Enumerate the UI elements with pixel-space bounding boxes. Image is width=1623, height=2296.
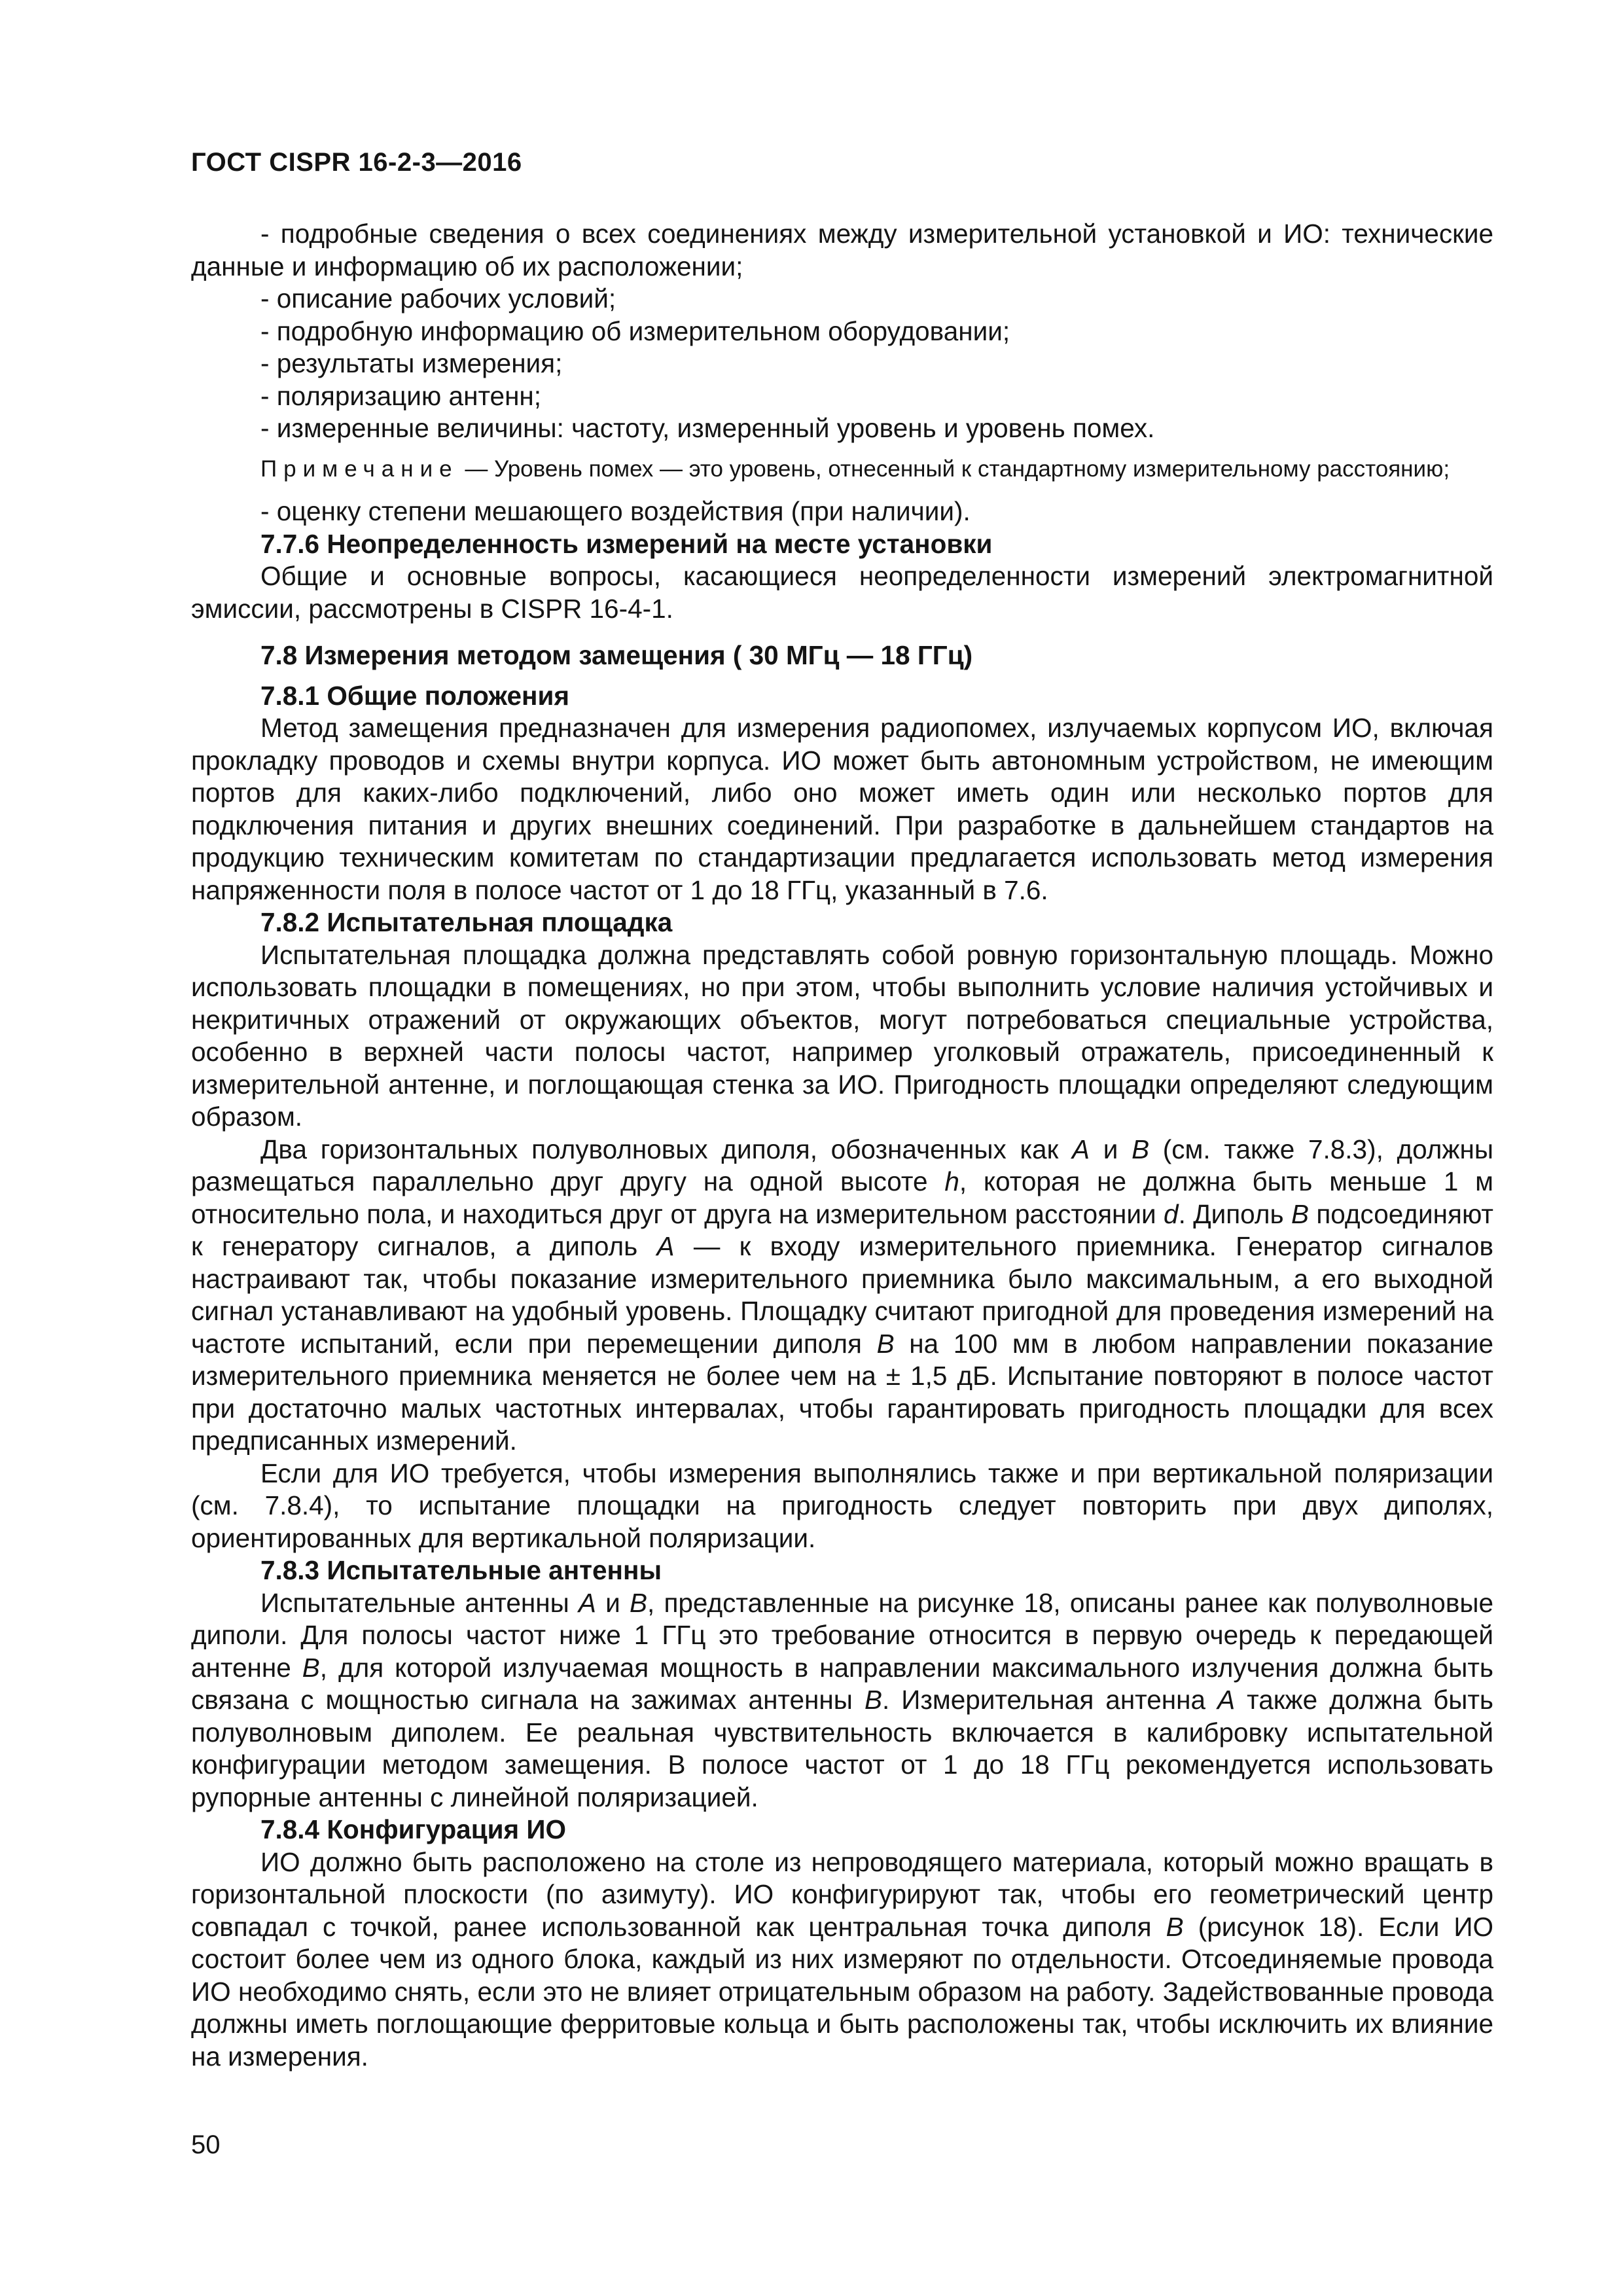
paragraph: Испытательные антенны А и В, представленные на рисунке 18, описаны ранее как полуволновые диполи. Для полосы частот ниже 1 ГГц это требование относится в первую очередь к передающей антенне В, для которой излучаемая мощность в направлении максимального излучения должна быть связана с мощностью сигнала на зажимах антенны В. Измерительная антенна А также должна быть полуволновым диполем. Ее реальная чувствительность включается в калибровку испытательной конфигурации методом замещения. В полосе частот от 1 до 18 ГГц рекомендуется использовать рупорные антенны с линейной поляризацией. — [191, 1587, 1494, 1812]
list-item: - описание рабочих условий; — [260, 283, 616, 314]
list-item: - поляризацию антенн; — [260, 380, 542, 411]
page-content — [191, 218, 1493, 2073]
list-item: - подробную информацию об измерительном оборудовании; — [260, 315, 1010, 346]
section-heading-7-7-6: 7.7.6 Неопределенность измерений на месте установки — [260, 528, 993, 559]
list-item: - подробные сведения о всех соединениях между измерительной установкой и ИО: технические данные и информацию об их расположении; — [191, 219, 1493, 281]
note-text: — Уровень помех — это уровень, отнесенный к стандартному измерительному расстоянию; — [465, 456, 1450, 482]
document-header: ГОСТ CISPR 16-2-3—2016 — [191, 148, 522, 177]
paragraph: Испытательная площадка должна представлять собой ровную горизонтальную площадь. Можно использовать площадки в помещениях, но при этом, чтобы выполнить условие наличия устойчивых и некритичных отражений от окружающих объектов, могут потребоваться специальные устройства, особенно в верхней части полосы частот, например уголковый отражатель, присоединенный к измерительной антенне, и поглощающая стенка за ИО. Пригодность площадки определяют следующим образом. — [191, 939, 1493, 1132]
section-heading-7-8-4: 7.8.4 Конфигурация ИО — [260, 1814, 566, 1844]
note-label: Примечание — [260, 456, 459, 482]
paragraph: Общие и основные вопросы, касающиеся неопределенности измерений электромагнитной эмиссии, рассмотрены в CISPR 16-4-1. — [191, 561, 1493, 624]
section-heading-7-8-3: 7.8.3 Испытательные антенны — [260, 1555, 662, 1585]
section-heading-7-8-2: 7.8.2 Испытательная площадка — [260, 907, 673, 937]
list-item: - измеренные величины: частоту, измеренный уровень и уровень помех. — [260, 413, 1155, 443]
section-heading-7-8: 7.8 Измерения методом замещения ( 30 МГц — 18 ГГц) — [260, 640, 973, 670]
paragraph: Метод замещения предназначен для измерения радиопомех, излучаемых корпусом ИО, включая прокладку проводов и схемы внутри корпуса. ИО может быть автономным устройством, не имеющим портов для каких-либо подключений, либо оно может иметь один или несколько портов для подключения питания и других внешних соединений. При разработке в дальнейшем стандартов на продукцию техническим комитетам по стандартизации предлагается использовать метод измерения напряженности поля в полосе частот от 1 до 18 ГГц, указанный в 7.6. — [191, 713, 1493, 905]
list-item: - оценку степени мешающего воздействия (при наличии). — [260, 496, 971, 526]
paragraph: ИО должно быть расположено на столе из непроводящего материала, который можно вращать в горизонтальной плоскости (по азимуту). ИО конфигурируют так, чтобы его геометрический центр совпадал с точкой, ранее использованной как центральная точка диполя В (рисунок 18). Если ИО состоит более чем из одного блока, каждый из них измеряют по отдельности. Отсоединяемые провода ИО необходимо снять, если это не влияет отрицательным образом на работу. Задействованные провода должны иметь поглощающие ферритовые кольца и быть расположены так, чтобы исключить их влияние на измерения. — [191, 1846, 1494, 2072]
paragraph: Два горизонтальных полуволновых диполя, обозначенных как А и В (см. также 7.8.3), должны размещаться параллельно друг другу на одной высоте h, которая не должна быть меньше 1 м относительно пола, и находиться друг от друга на измерительном расстоянии d. Диполь В подсоединяют к генератору сигналов, а диполь А — к входу измерительного приемника. Генератор сигналов настраивают так, чтобы показание измерительного приемника было максимальным, а его выходной сигнал устанавливают на удобный уровень. Площадку считают пригодной для проведения измерений на частоте испытаний, если при перемещении диполя В на 100 мм в любом направлении показание измерительного приемника меняется не более чем на ± 1,5 дБ. Испытание повторяют в полосе частот при достаточно малых частотных интервалах, чтобы гарантировать пригодность площадки для всех предписанных измерений. — [191, 1134, 1494, 1456]
page-number: 50 — [191, 2130, 221, 2159]
note — [191, 453, 1493, 486]
paragraph: Если для ИО требуется, чтобы измерения выполнялись также и при вертикальной поляризации (см. 7.8.4), то испытание площадки на пригодность следует повторить при двух диполях, ориентированных для вертикальной поляризации. — [191, 1458, 1493, 1553]
section-heading-7-8-1: 7.8.1 Общие положения — [260, 680, 569, 711]
list-item: - результаты измерения; — [260, 348, 563, 378]
